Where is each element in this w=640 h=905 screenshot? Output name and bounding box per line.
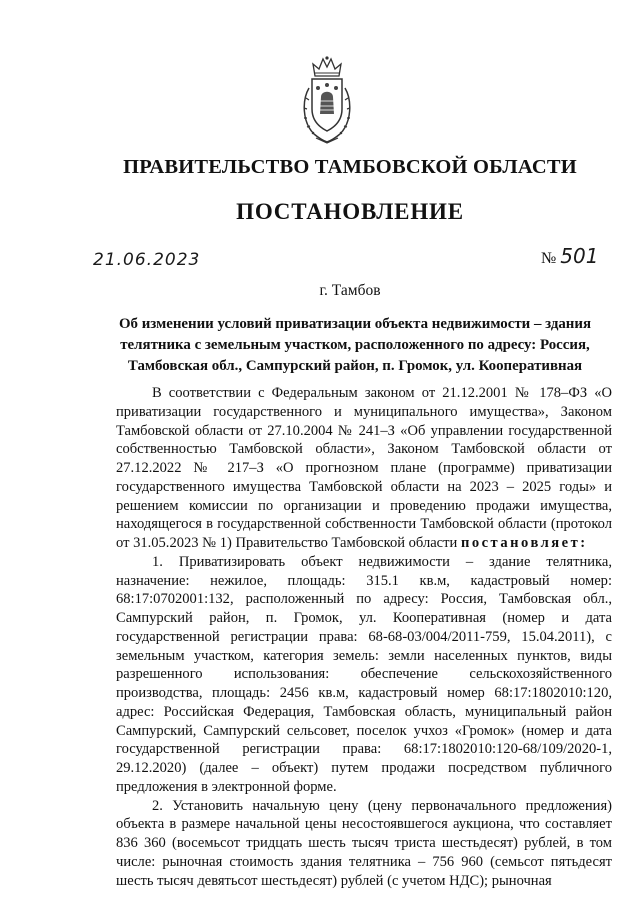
- coat-of-arms-icon: [300, 54, 354, 144]
- document-title: Об изменении условий приватизации объекта недвижимости – здания телятника с земельным участком, расположенного по адресу: Россия, Тамбовская обл., Сампурский район, п. Громок, ул. Кооперативная: [118, 316, 592, 374]
- document-date: 21.06.2023: [93, 250, 201, 270]
- decree-word: постановляет:: [460, 535, 588, 551]
- document-type: ПОСТАНОВЛЕНИЕ: [236, 199, 464, 224]
- city: г. Тамбов: [319, 282, 381, 299]
- number-label: №: [541, 250, 557, 267]
- document-number: [541, 244, 598, 268]
- item-2-paragraph: 2. Установить начальную цену (цену первоначального предложения) объекта в размере начальной цены несостоявшегося аукциона, что составляет 836 360 (восемьсот тридцать шесть тысяч триста шестьдесят) рублей, в том числе: рыночная стоимость здания телятника – 756 960 (семьсот пятьдесят шесть тысяч девятьсот шестьдесят) рублей (с учетом НДС); рыночная: [116, 797, 612, 889]
- number-value: 501: [560, 244, 599, 268]
- item-1-paragraph: 1. Приватизировать объект недвижимости – здание телятника, назначение: нежилое, площадь: 315.1 кв.м, кадастровый номер: 68:17:0702001:132, расположенный по адресу: Россия, Тамбовская обл., Сампурский район, п. Громок, ул. Кооперативная (номер и дата государственной регистрации права: 68-68-03/004/2011-759, 15.04.2011), с земельным участком, категория земель: земли населенных пунктов, виды разрешенного использования: обеспечение сельскохозяйственного производства, площадь: 2456 кв.м, кадастровый номер 68:17:1802010:120, адрес: Российская Федерация, Тамбовская область, муниципальный район Сампурский, Сампурский сельсовет, поселок учхоз «Громок» (номер и дата государственной регистрации права: 68:17:1802010:120-68/109/2020-1, 29.12.2020) (далее – объект) путем продажи посредством публичного предложения в электронной форме.: [116, 553, 612, 795]
- document-body: [116, 384, 612, 890]
- preamble-paragraph: [116, 384, 612, 553]
- government-name: ПРАВИТЕЛЬСТВО ТАМБОВСКОЙ ОБЛАСТИ: [123, 156, 577, 178]
- preamble-text: В соответствии с Федеральным законом от 21.12.2001 № 178–ФЗ «О приватизации государственного и муниципального имущества», Законом Тамбовской области от 27.10.2004 № 241–З «Об управлении государственной собственностью Тамбовской области», Законом Тамбовской области от 27.12.2022 № 217–З «О прогнозном плане (программе) приватизации государственного имущества Тамбовской области на 2023 – 2025 годы» и решением комиссии по организации и проведению продажи имущества, находящегося в государственной собственности Тамбовской области (протокол от 31.05.2023 № 1) Правительство Тамбовской области: [116, 385, 612, 551]
